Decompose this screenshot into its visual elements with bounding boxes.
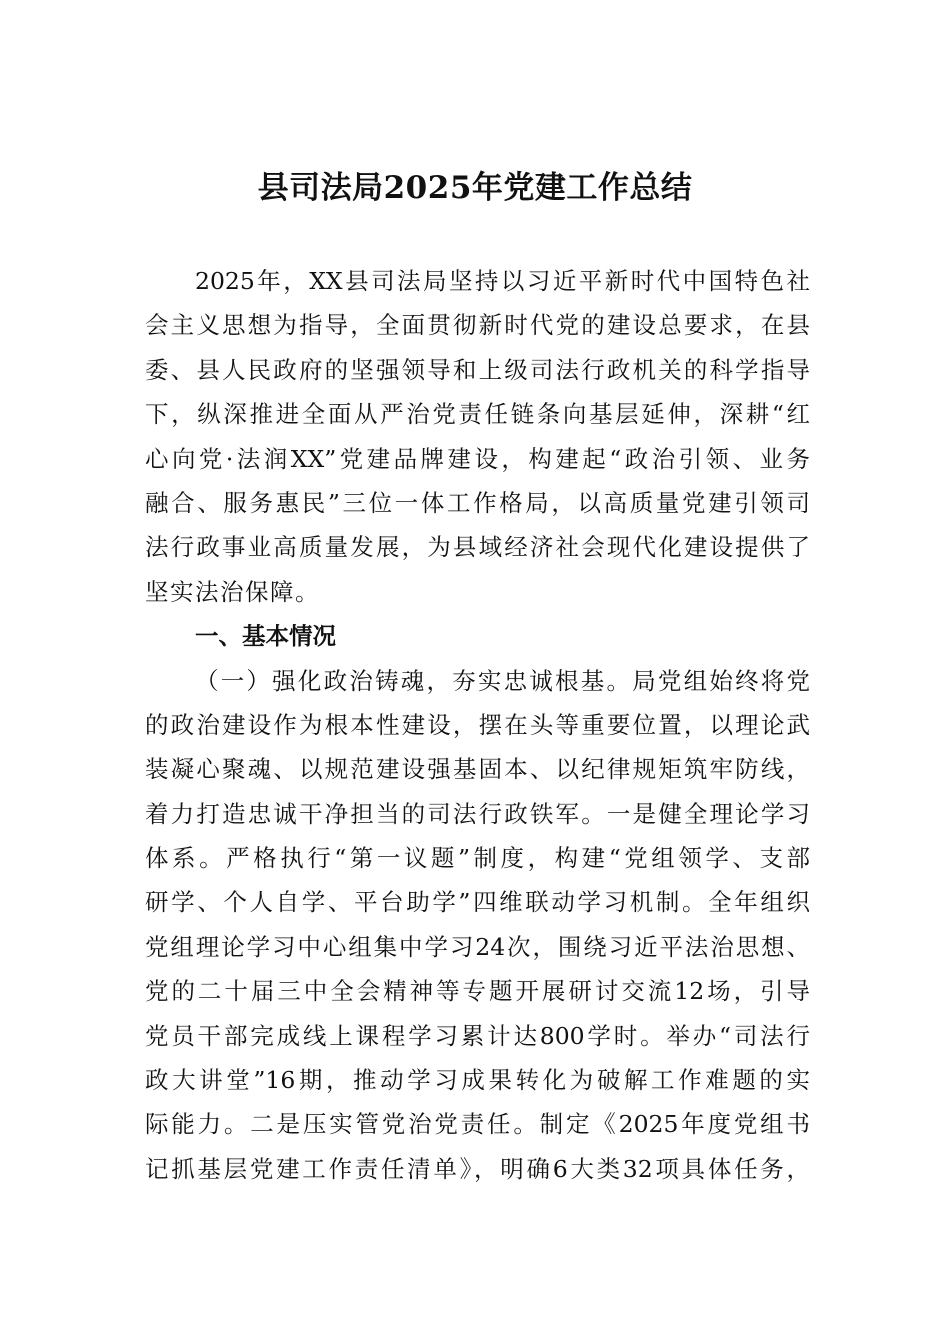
paragraph-line: 会主义思想为指导，全面贯彻新时代党的建设总要求，在县 bbox=[145, 311, 810, 340]
section-paragraph bbox=[145, 659, 810, 1192]
paragraph-line: 记抓基层党建工作责任清单》，明确6大类32项具体任务， bbox=[145, 1154, 810, 1183]
paragraph-line: 政大讲堂”16期，推动学习成果转化为破解工作难题的实 bbox=[145, 1066, 810, 1095]
paragraph-line: 党组理论学习中心组集中学习24次，围绕习近平法治思想、 bbox=[145, 932, 810, 961]
paragraph-line: 党员干部完成线上课程学习累计达800学时。举办“司法行 bbox=[145, 1021, 810, 1050]
paragraph-line: （一）强化政治铸魂，夯实忠诚根基。局党组始终将党 bbox=[195, 666, 810, 695]
paragraph-line: 坚实法治保障。 bbox=[145, 577, 320, 606]
section-heading: 一、基本情况 bbox=[195, 622, 336, 651]
paragraph-line: 党的二十届三中全会精神等专题开展研讨交流12场，引导 bbox=[145, 977, 810, 1006]
paragraph-line: 际能力。二是压实管党治党责任。制定《2025年度党组书 bbox=[145, 1110, 810, 1139]
paragraph-line: 着力打造忠诚干净担当的司法行政铁军。一是健全理论学习 bbox=[145, 799, 810, 828]
document-body bbox=[145, 259, 810, 1191]
paragraph-line: 心向党·法润XX”党建品牌建设，构建起“政治引领、业务 bbox=[145, 444, 810, 473]
paragraph-line: 委、县人民政府的坚强领导和上级司法行政机关的科学指导 bbox=[145, 355, 810, 384]
paragraph-line: 装凝心聚魂、以规范建设强基固本、以纪律规矩筑牢防线， bbox=[145, 755, 810, 784]
paragraph-line: 法行政事业高质量发展，为县域经济社会现代化建设提供了 bbox=[145, 533, 810, 562]
paragraph-line: 下，纵深推进全面从严治党责任链条向基层延伸，深耕“红 bbox=[145, 400, 810, 429]
paragraph-line: 融合、服务惠民”三位一体工作格局，以高质量党建引领司 bbox=[145, 488, 810, 517]
paragraph-line: 体系。严格执行“第一议题”制度，构建“党组领学、支部 bbox=[145, 844, 810, 873]
paragraph-line: 的政治建设作为根本性建设，摆在头等重要位置，以理论武 bbox=[145, 710, 810, 739]
intro-paragraph bbox=[145, 259, 810, 614]
paragraph-line: 研学、个人自学、平台助学”四维联动学习机制。全年组织 bbox=[145, 888, 810, 917]
document-title: 县司法局2025年党建工作总结 bbox=[257, 170, 693, 206]
paragraph-line: 2025年，XX县司法局坚持以习近平新时代中国特色社 bbox=[195, 267, 810, 295]
